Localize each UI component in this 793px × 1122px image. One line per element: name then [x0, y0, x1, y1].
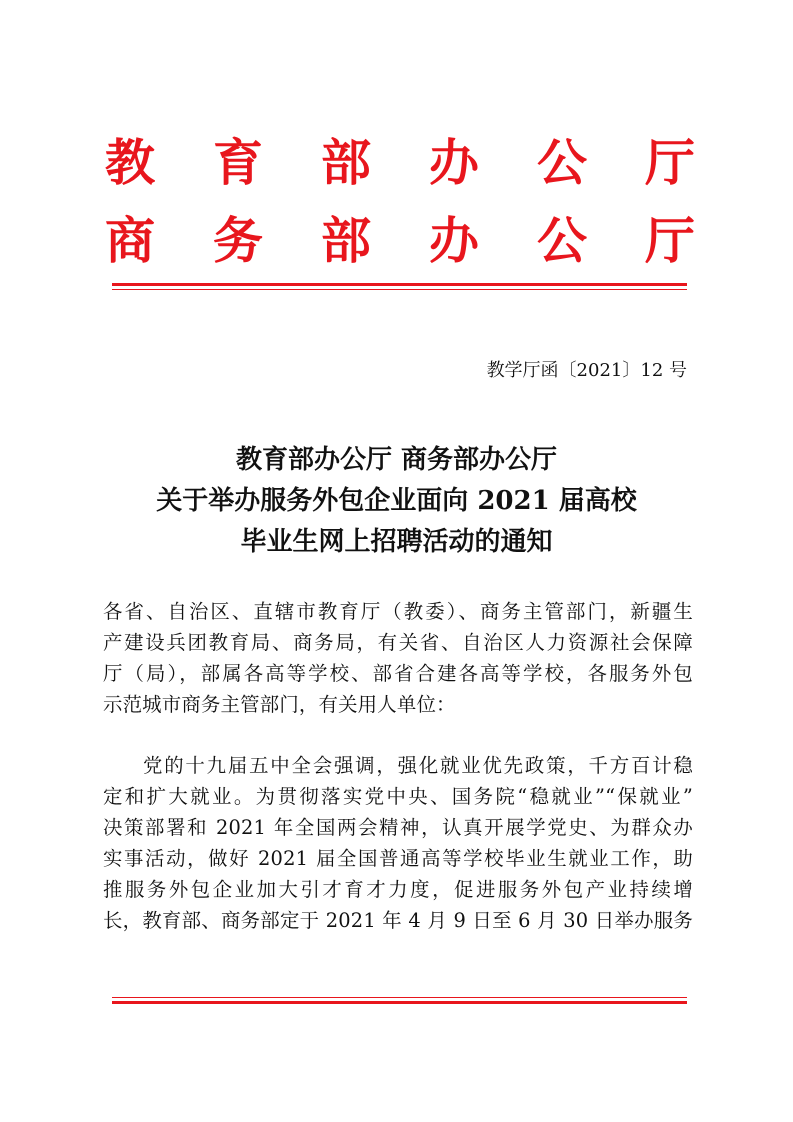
title-line: 毕业生网上招聘活动的通知 — [240, 527, 553, 557]
issuer-line-moe — [100, 133, 700, 193]
footer-thin-rule — [112, 997, 687, 998]
issuer-char: 商 — [105, 211, 155, 270]
issuer-line-mofcom — [100, 211, 700, 271]
header-thick-rule — [112, 283, 687, 286]
paragraph-line: 决策部署和 2021 年全国两会精神，认真开展学党史、为群众办 — [103, 816, 693, 839]
addressee-line: 各省、自治区、直辖市教育厅（教委）、商务主管部门，新疆生 — [103, 600, 693, 623]
issuer-char: 厅 — [645, 211, 695, 270]
addressee-line: 示范城市商务主管部门，有关用人单位： — [103, 693, 456, 716]
footer-thick-rule — [112, 1001, 687, 1004]
paragraph-line: 党的十九届五中全会强调，强化就业优先政策，千方百计稳 — [143, 754, 693, 777]
issuer-char: 育 — [213, 133, 263, 192]
addressee-line: 厅（局），部属各高等学校、部省合建各高等学校，各服务外包 — [103, 662, 693, 685]
document-title — [100, 440, 693, 563]
issuer-char: 教 — [105, 133, 155, 192]
issuer-char: 办 — [429, 211, 479, 270]
header-thin-rule — [112, 289, 687, 290]
issuer-char: 务 — [213, 211, 263, 270]
body-paragraph — [103, 750, 693, 936]
addressee-line: 产建设兵团教育局、商务局，有关省、自治区人力资源社会保障 — [103, 631, 693, 654]
paragraph-line: 实事活动，做好 2021 届全国普通高等学校毕业生就业工作，助 — [103, 847, 693, 870]
paragraph-line: 长，教育部、商务部定于 2021 年 4 月 9 日至 6 月 30 日举办服务 — [103, 909, 693, 932]
issuer-char: 厅 — [645, 133, 695, 192]
addressee-block — [103, 596, 693, 720]
title-line: 教育部办公厅 商务部办公厅 — [235, 445, 558, 475]
document-number: 教学厅函〔2021〕12 号 — [486, 360, 687, 381]
issuer-char: 办 — [429, 133, 479, 192]
issuer-char: 公 — [537, 211, 587, 270]
issuer-char: 部 — [321, 133, 371, 192]
issuer-char: 公 — [537, 133, 587, 192]
paragraph-line: 定和扩大就业。为贯彻落实党中央、国务院“稳就业”“保就业” — [103, 785, 693, 808]
title-line: 关于举办服务外包企业面向 2021 届高校 — [156, 486, 637, 516]
issuer-char: 部 — [321, 211, 371, 270]
paragraph-line: 推服务外包企业加大引才育才力度，促进服务外包产业持续增 — [103, 878, 693, 901]
